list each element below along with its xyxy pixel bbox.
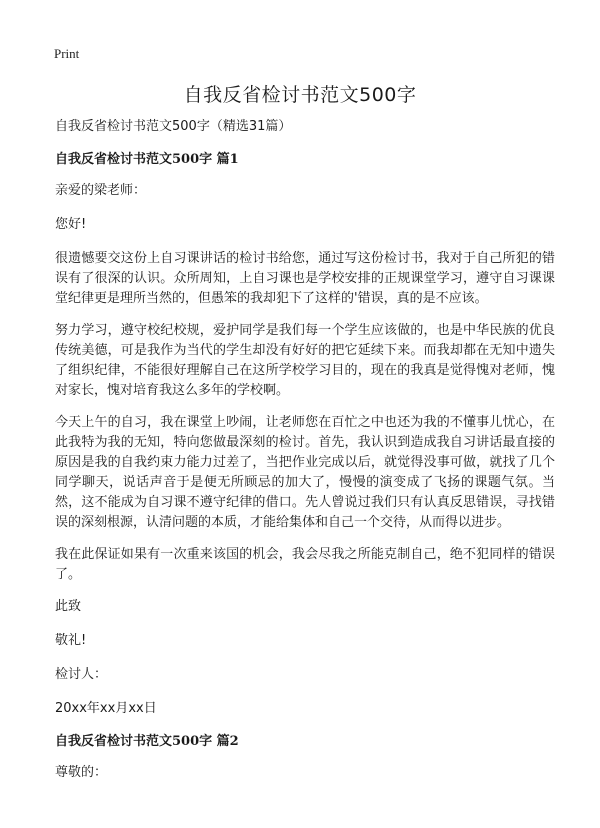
- body-paragraph: 很遗憾要交这份上自习课讲话的检讨书给您，通过写这份检讨书，我对于自己所犯的错误有了很深的认识。众所周知，上自习课也是学校安排的正规课堂学习，遵守自习课课堂纪律更是理所当然的，但愚笨的我却犯下了这样的'错误，真的是不应该。: [55, 251, 555, 306]
- section-heading-2: 自我反省检讨书范文500字 篇2: [55, 734, 239, 749]
- closing-line: 此致: [55, 599, 82, 614]
- body-paragraph: 我在此保证如果有一次重来该国的机会，我会尽我之所能克制自己，绝不犯同样的错误了。: [55, 547, 555, 582]
- salutation: 尊敬的：: [55, 765, 108, 780]
- closing-salute: 敬礼!: [55, 633, 87, 648]
- print-link[interactable]: Print: [54, 46, 80, 61]
- page-title: 自我反省检讨书范文500字: [183, 84, 417, 106]
- body-paragraph: 努力学习，遵守校纪校规，爱护同学是我们每一个学生应该做的，也是中华民族的优良传统美德，可是我作为当代的学生却没有好好的把它延续下来。而我却都在无知中遗失了组织纪律，不能很好理解自己在这所学校学习目的，现在的我真是觉得愧对老师，愧对家长，愧对培育我这么多年的学校啊。: [55, 323, 555, 398]
- greeting: 您好!: [55, 217, 87, 232]
- document-subtitle: 自我反省检讨书范文500字（精选31篇）: [55, 119, 292, 134]
- body-paragraph: 今天上午的自习，我在课堂上吵闹，让老师您在百忙之中也还为我的不懂事儿忧心，在此我特为我的无知，特向您做最深刻的检讨。首先，我认识到造成我自习讲话最直接的原因是我的自我约束力能力过差了，当把作业完成以后，就觉得没事可做，就找了几个同学聊天，说话声音于是便无所顾忌的加大了，慢慢的演变成了飞扬的课题气氛。当然，这不能成为自习课不遵守纪律的借口。先人曾说过我们只有认真反思错误，寻找错误的深刻根源，认清问题的本质，才能给集体和自己一个交待，从而得以进步。: [55, 415, 555, 530]
- document-body: [55, 118, 555, 797]
- salutation: 亲爱的梁老师：: [55, 183, 147, 198]
- signature-date: 20xx年xx月xx日: [55, 701, 157, 716]
- signature-label: 检讨人：: [55, 667, 108, 682]
- section-heading-1: 自我反省检讨书范文500字 篇1: [55, 152, 239, 167]
